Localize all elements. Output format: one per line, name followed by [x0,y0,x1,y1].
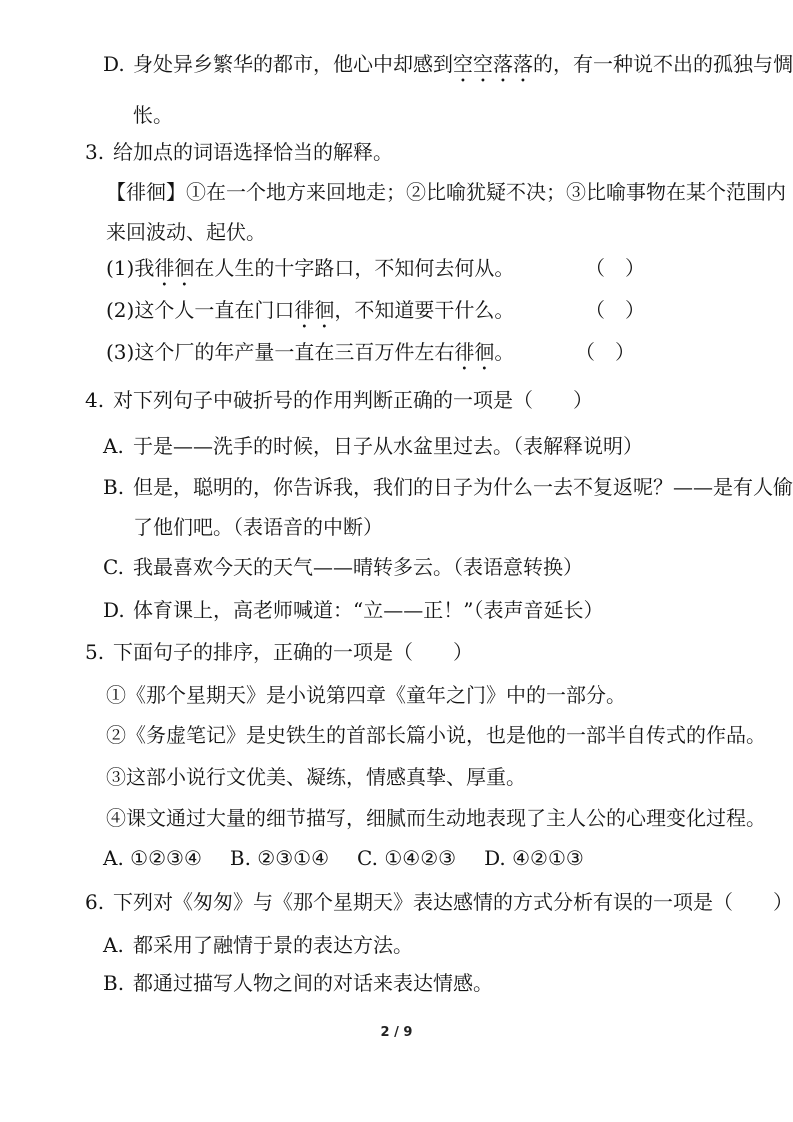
question-4-header [85,386,593,414]
question-4-option-b [103,473,793,501]
option-text-post: 的，有一种说不出的孤独与惆 [533,52,793,76]
option-text: 我最喜欢今天的天气——晴转多云。（表语意转换） [133,555,583,579]
question-number: 3. [85,140,105,164]
question-title: 对下列句子中破折号的作用判断正确的一项是（ ） [113,388,593,412]
question-6-option-b [103,969,493,997]
item-text-pre: (1)我 [106,256,155,280]
option-letter: B. [103,971,125,995]
question-4-option-a [103,432,643,460]
option-text: 都通过描写人物之间的对话来表达情感。 [133,971,493,995]
question-6-option-a [103,931,413,959]
question-5-sentence-3 [106,763,526,791]
prev-question-option-d [103,50,793,87]
question-5-header [85,638,473,666]
question-title: 下面句子的排序，正确的一项是（ ） [113,640,473,664]
question-3-item-3 [106,338,635,375]
choice-b: B. ②③①④ [229,846,330,870]
question-title: 给加点的词语选择恰当的解释。 [113,140,393,164]
question-5-sentence-1 [106,681,626,709]
answer-blank: （ ） [585,256,645,280]
prev-question-option-d-cont [133,101,173,129]
option-letter: A. [103,933,124,957]
choice-d: D. ④②①③ [484,846,584,870]
option-letter: C. [103,555,124,579]
option-text-cont: 了他们吧。（表语音的中断） [133,515,383,539]
question-number: 6. [85,890,105,914]
question-3-gloss-line2 [106,218,266,246]
question-3-item-1 [106,254,645,291]
option-text: 体育课上，高老师喊道：“立——正！”（表声音延长） [133,598,604,622]
option-text: 都采用了融情于景的表达方法。 [133,933,413,957]
answer-blank: （ ） [585,298,645,322]
emphasized-word: 徘徊 [454,340,495,364]
sentence-text: ④课文通过大量的细节描写，细腻而生动地表现了主人公的心理变化过程。 [106,806,766,830]
option-text-cont: 怅。 [133,103,173,127]
sentence-text: ②《务虚笔记》是史铁生的首部长篇小说，也是他的一部半自传式的作品。 [106,723,766,747]
item-text-post: 。 [494,340,515,364]
choice-a: A. ①②③④ [103,846,202,870]
question-3-header [85,138,393,166]
question-number: 5. [85,640,105,664]
item-text-post: 在人生的十字路口，不知何去何从。 [194,256,515,280]
question-number: 4. [85,388,105,412]
option-letter: D. [103,598,125,622]
gloss-text: 【徘徊】①在一个地方来回地走；②比喻犹疑不决；③比喻事物在某个范围内 [106,180,786,204]
question-3-gloss-line1 [106,178,786,206]
item-text-post: ，不知道要干什么。 [334,298,515,322]
question-title: 下列对《匆匆》与《那个星期天》表达感情的方式分析有误的一项是（ ） [113,890,793,914]
question-4-option-c [103,553,583,581]
emphasized-word: 空空落落 [453,52,533,76]
question-5-sentence-4 [106,804,766,832]
question-5-choices [103,844,612,872]
option-text: 于是——洗手的时候，日子从水盆里过去。（表解释说明） [133,434,643,458]
page-number: 2 / 9 [380,1025,413,1040]
option-letter: D. [103,52,125,76]
gloss-text: 来回波动、起伏。 [106,220,266,244]
question-4-option-b-cont [133,513,383,541]
emphasized-word: 徘徊 [154,256,195,280]
option-letter: A. [103,434,124,458]
option-text: 但是，聪明的，你告诉我，我们的日子为什么一去不复返呢？——是有人偷 [133,475,793,499]
question-3-item-2 [106,296,645,333]
sentence-text: ③这部小说行文优美、凝练，情感真挚、厚重。 [106,765,526,789]
question-6-header [85,888,793,916]
choice-c: C. ①④②③ [357,846,457,870]
answer-blank: （ ） [575,340,635,364]
option-text-pre: 身处异乡繁华的都市，他心中却感到 [133,52,453,76]
item-text-pre: (3)这个厂的年产量一直在三百万件左右 [106,340,455,364]
option-letter: B. [103,475,125,499]
item-text-pre: (2)这个人一直在门口 [106,298,295,322]
question-5-sentence-2 [106,721,766,749]
question-4-option-d [103,596,603,624]
sentence-text: ①《那个星期天》是小说第四章《童年之门》中的一部分。 [106,683,626,707]
emphasized-word: 徘徊 [294,298,335,322]
